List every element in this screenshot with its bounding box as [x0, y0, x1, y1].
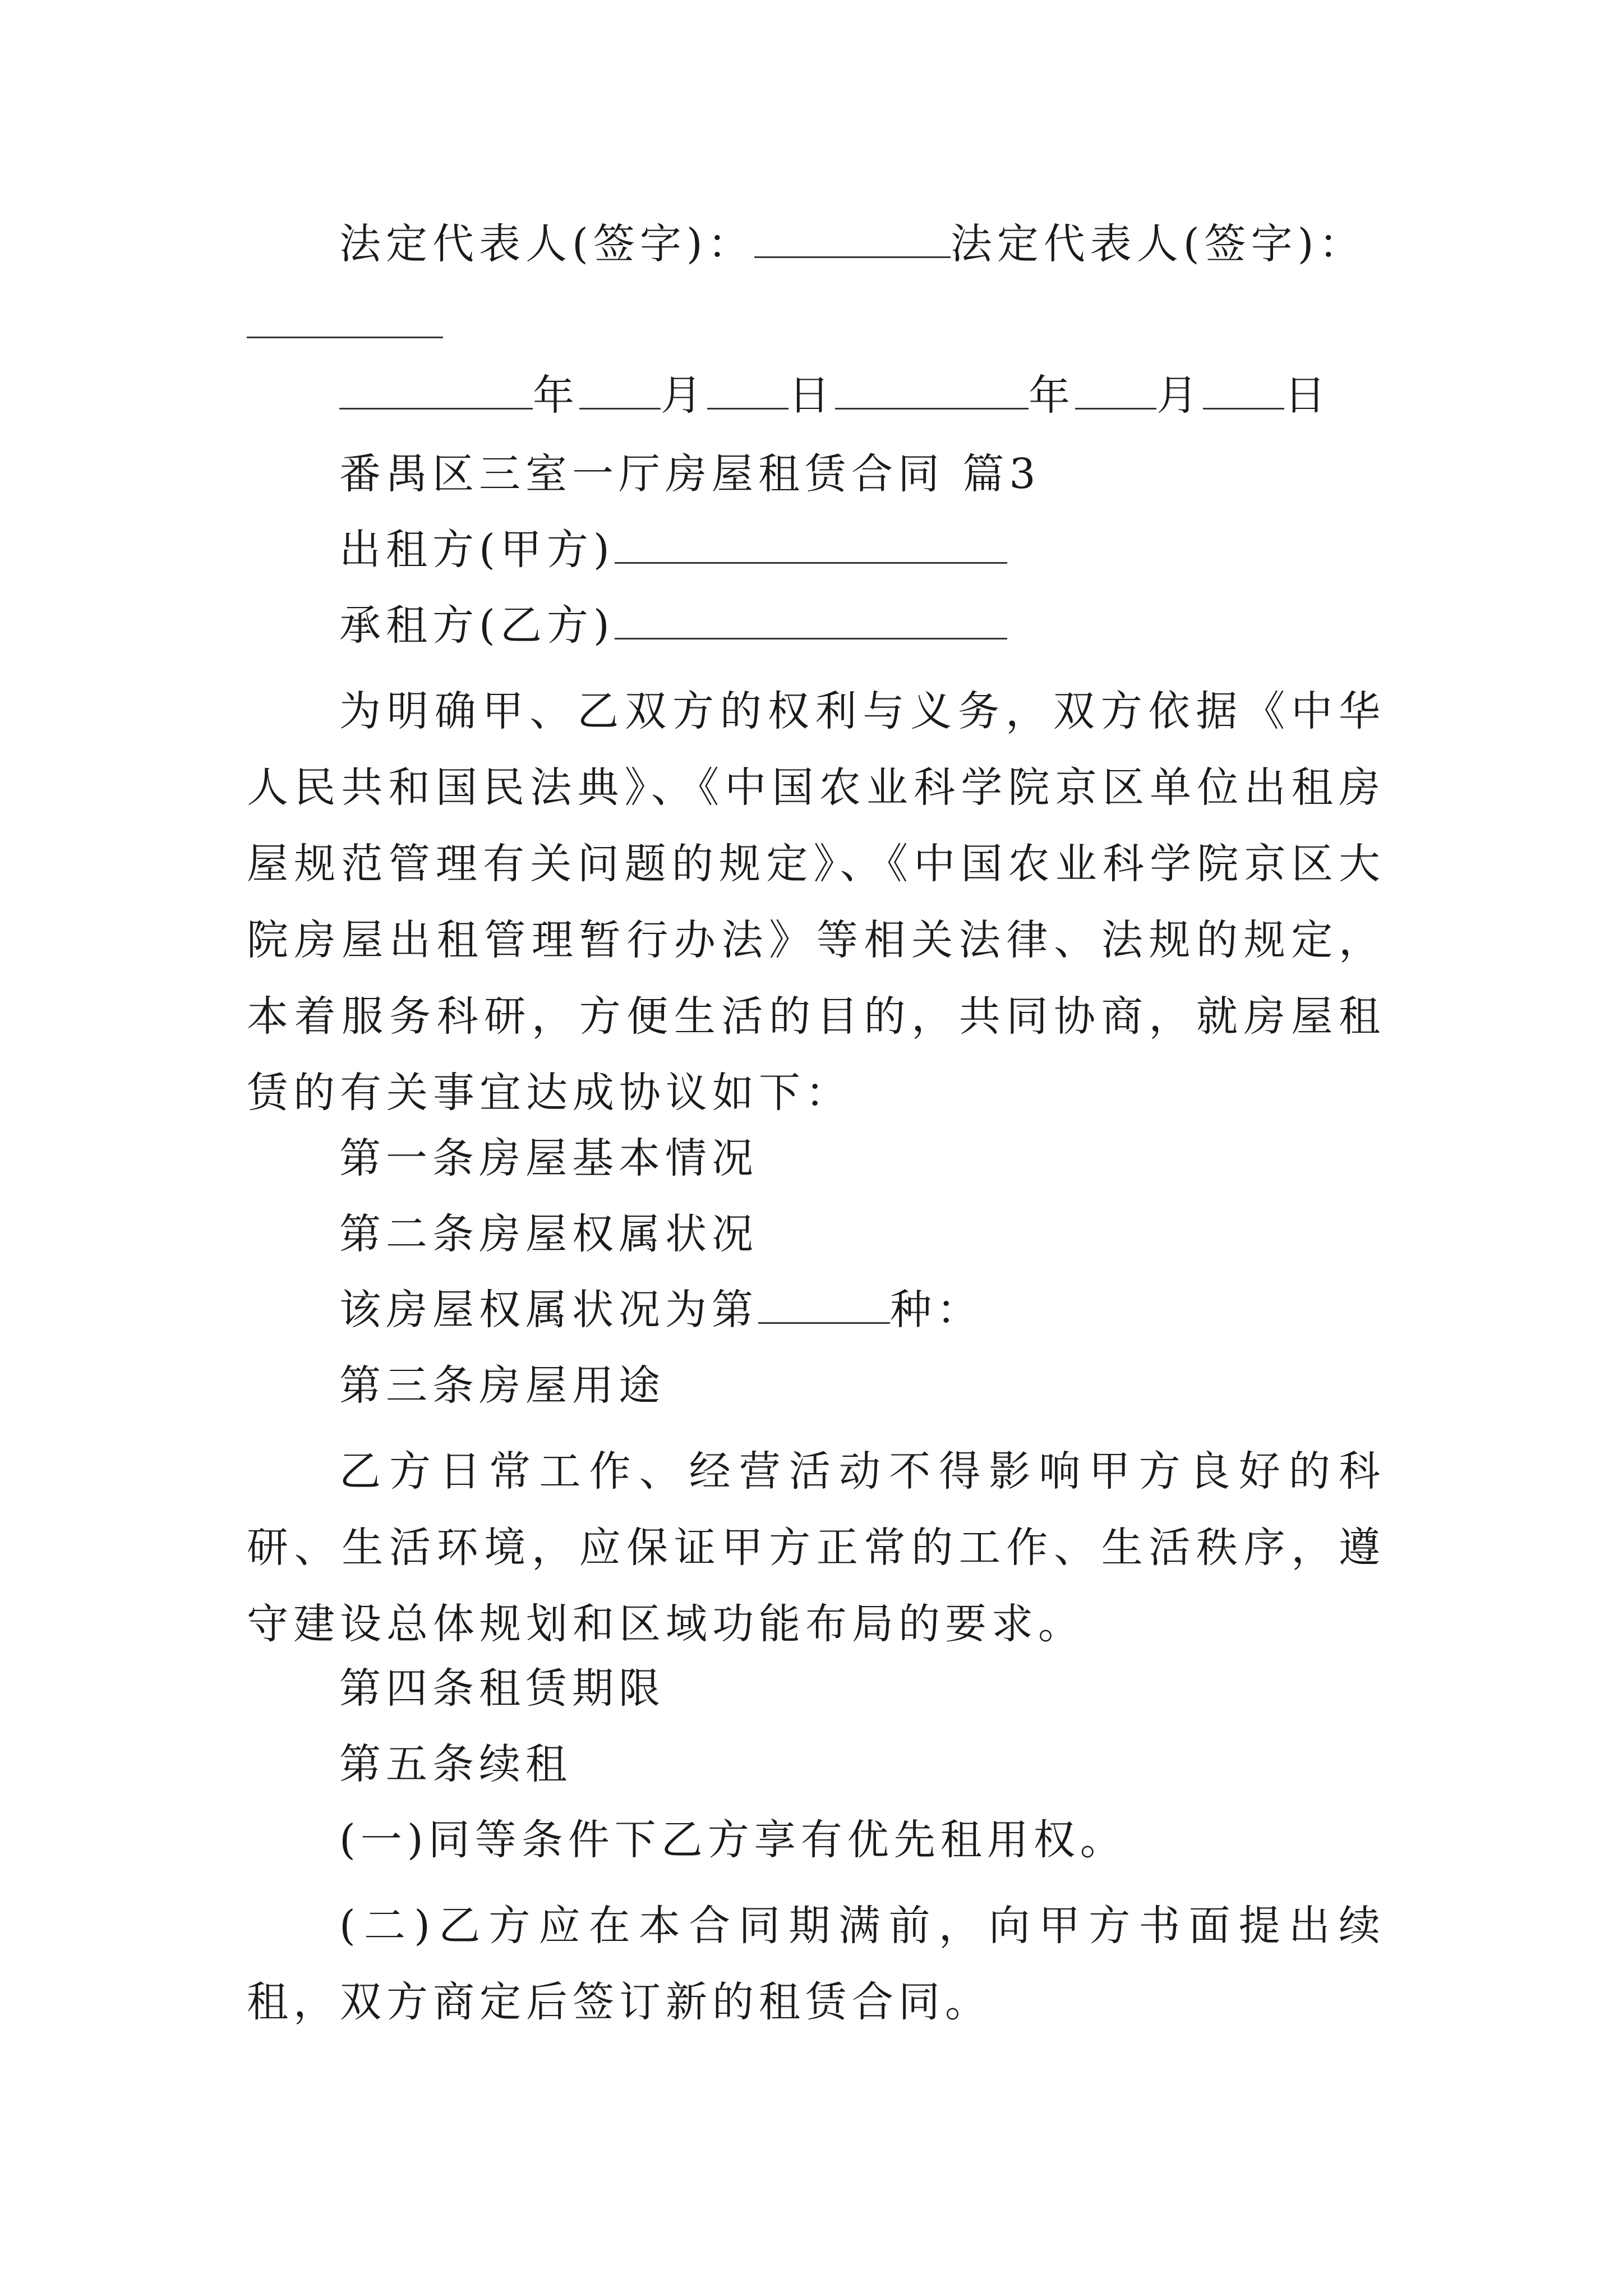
lessee-blank — [615, 604, 1007, 639]
signature-left-label: 法定代表人(签字)： — [339, 220, 754, 268]
article-3-heading: 第三条房屋用途 — [339, 1361, 665, 1410]
date-day-label-2: 日 — [1284, 371, 1331, 420]
date-blank-month-1 — [579, 374, 661, 409]
date-line — [339, 370, 1331, 421]
article-5-heading: 第五条续租 — [339, 1740, 572, 1788]
lessee-line — [339, 600, 1007, 651]
article-4-heading: 第四条租赁期限 — [339, 1664, 665, 1713]
date-blank-day-2 — [1203, 374, 1284, 409]
lessor-line — [339, 524, 1007, 575]
date-year-label-1: 年 — [533, 371, 579, 420]
renewal-clause-1: (一)同等条件下乙方享有优先租用权。 — [339, 1816, 1127, 1864]
ownership-prefix: 该房屋权属状况为第 — [339, 1286, 758, 1334]
date-day-label-1: 日 — [789, 371, 835, 420]
ownership-suffix: 种： — [890, 1286, 983, 1334]
document-title: 番禺区三室一厅房屋租赁合同 篇3 — [339, 450, 1041, 498]
intro-paragraph: 为明确甲、乙双方的权利与义务，双方依据《中华人民共和国民法典》、《中国农业科学院京区单位出租房屋规范管理有关问题的规定》、《中国农业科学院京区大院房屋出租管理暂行办法》等相关法律、法规的规定，本着服务科研，方便生活的目的，共同协商，就房屋租赁的有关事宜达成协议如下： — [247, 687, 1385, 1117]
ownership-blank — [758, 1289, 890, 1324]
signature-right-blank — [247, 337, 443, 338]
date-blank-year-1 — [339, 374, 533, 409]
date-blank-month-2 — [1075, 374, 1156, 409]
date-blank-day-1 — [707, 374, 789, 409]
usage-paragraph: 乙方日常工作、经营活动不得影响甲方良好的科研、生活环境，应保证甲方正常的工作、生活秩序，遵守建设总体规划和区域功能布局的要求。 — [247, 1447, 1385, 1648]
date-month-label-1: 月 — [661, 371, 707, 420]
ownership-line — [339, 1285, 983, 1335]
lessee-label: 承租方(乙方) — [339, 601, 615, 650]
lessor-blank — [615, 528, 1007, 564]
signature-line — [339, 219, 1366, 269]
date-year-label-2: 年 — [1029, 371, 1075, 420]
renewal-clause-2: (二)乙方应在本合同期满前，向甲方书面提出续租，双方商定后签订新的租赁合同。 — [247, 1902, 1385, 2026]
lessor-label: 出租方(甲方) — [339, 526, 615, 574]
signature-right-label: 法定代表人(签字)： — [950, 220, 1366, 268]
date-blank-year-2 — [835, 374, 1029, 409]
signature-left-blank — [754, 223, 951, 258]
article-1-heading: 第一条房屋基本情况 — [339, 1134, 758, 1182]
date-month-label-2: 月 — [1156, 371, 1203, 420]
article-2-heading: 第二条房屋权属状况 — [339, 1210, 758, 1258]
